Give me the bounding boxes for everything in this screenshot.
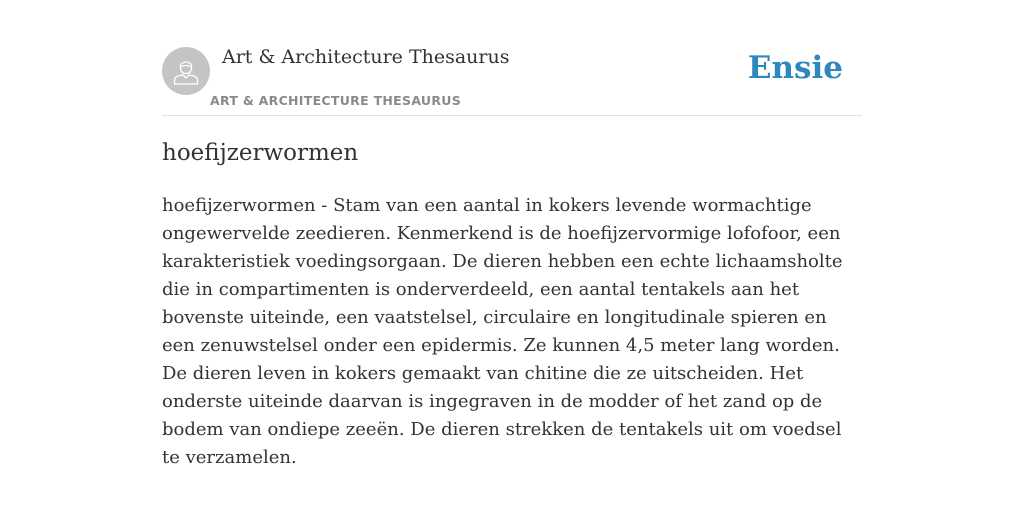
user-icon xyxy=(172,56,200,86)
author-name[interactable]: Art & Architecture Thesaurus xyxy=(222,46,510,68)
source-label[interactable]: ART & ARCHITECTURE THESAURUS xyxy=(210,93,462,108)
avatar[interactable] xyxy=(162,47,210,95)
entry-header xyxy=(162,0,862,116)
entry-title: hoefijzerwormen xyxy=(162,140,359,166)
entry-card xyxy=(162,0,862,512)
entry-definition: hoefijzerwormen - Stam van een aantal in kokers levende wormachtige ongewervelde zeedieren. Kenmerkend is de hoefijzervormige lofofoor, een karakteristiek voedingsorgaan. De dieren hebben een echte lichaamsholte die in compartimenten is onderverdeeld, een aantal tentakels aan het bovenste uiteinde, een vaatstelsel, circulaire en longitudinale spieren en een zenuwstelsel onder een epidermis. Ze kunnen 4,5 meter lang worden. De dieren leven in kokers gemaakt van chitine die ze uitscheiden. Het onderste uiteinde daarvan is ingegraven in de modder of het zand op de bodem van ondiepe zeeën. De dieren strekken de tentakels uit om voedsel te verzamelen. xyxy=(162,195,843,468)
ensie-logo[interactable]: Ensie xyxy=(747,50,843,86)
